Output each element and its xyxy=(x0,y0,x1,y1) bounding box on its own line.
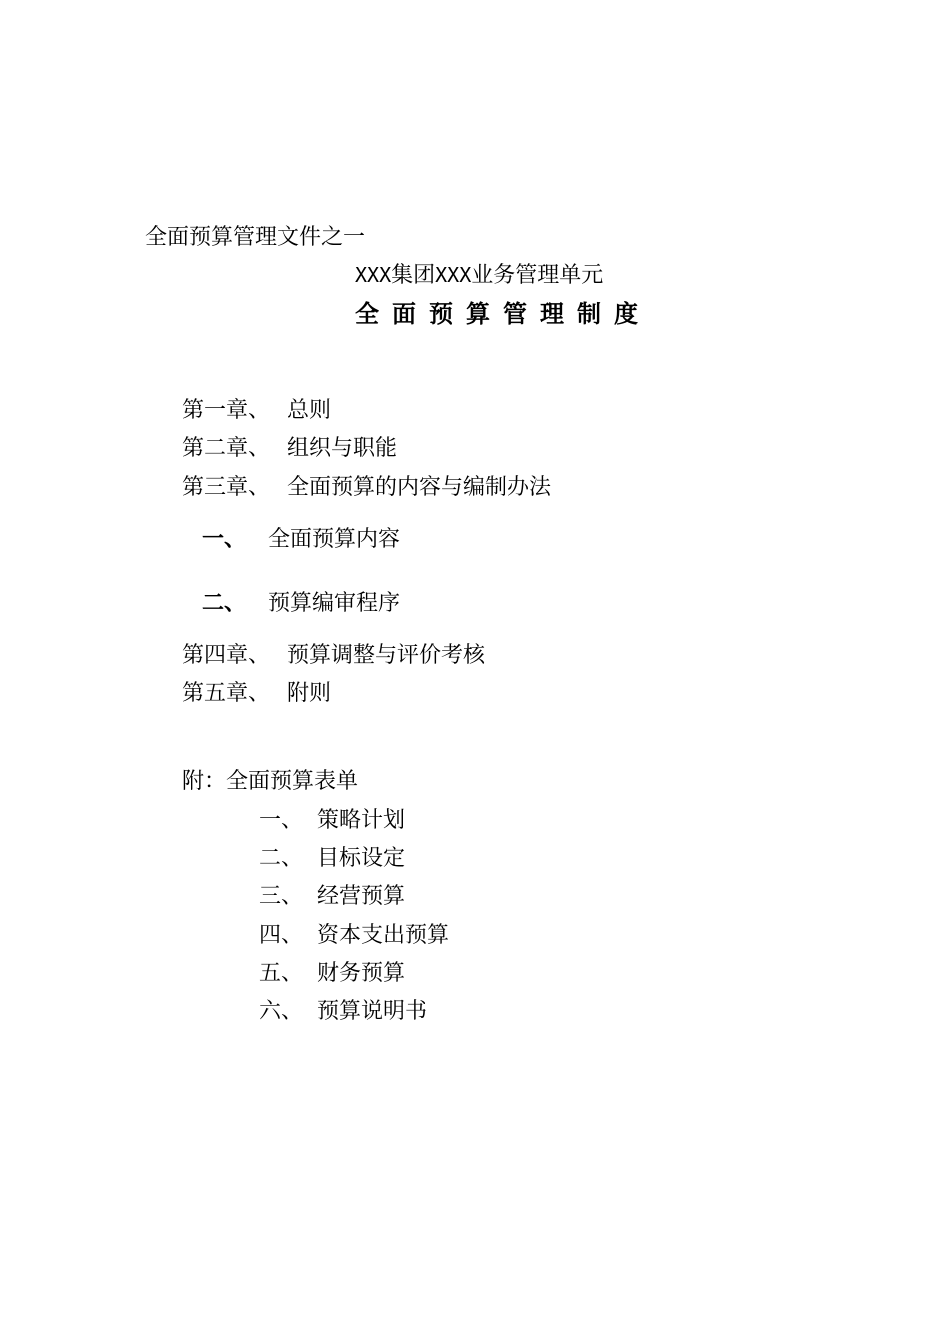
form-6-number: 六、 xyxy=(259,999,304,1024)
form-1-title: 策略计划 xyxy=(317,808,406,833)
document-label: 全面预算管理文件之一 xyxy=(145,225,366,250)
appendix-title: 附：全面预算表单 xyxy=(182,769,359,794)
form-1-number: 一、 xyxy=(259,808,304,833)
section-1-number: 一、 xyxy=(202,527,247,552)
form-6-title: 预算说明书 xyxy=(317,999,428,1024)
form-5-title: 财务预算 xyxy=(317,961,406,986)
org-unit-code: XXX xyxy=(435,263,472,287)
chapter-1-title: 总则 xyxy=(287,398,332,423)
chapter-3-title: 全面预算的内容与编制办法 xyxy=(287,475,552,500)
organization-title xyxy=(355,265,603,287)
form-5-number: 五、 xyxy=(259,961,304,986)
form-3-title: 经营预算 xyxy=(317,884,406,909)
chapter-4-number: 第四章、 xyxy=(182,643,271,668)
chapter-5-title: 附则 xyxy=(287,681,332,706)
form-2-number: 二、 xyxy=(259,846,304,871)
chapter-5-number: 第五章、 xyxy=(182,681,271,706)
chapter-2-number: 第二章、 xyxy=(182,436,271,461)
chapter-1-number: 第一章、 xyxy=(182,398,271,423)
form-4-title: 资本支出预算 xyxy=(317,923,450,948)
org-prefix: XXX xyxy=(355,263,392,287)
chapter-4-title: 预算调整与评价考核 xyxy=(287,643,486,668)
section-2-number: 二、 xyxy=(202,591,247,616)
form-4-number: 四、 xyxy=(259,923,304,948)
section-2-title: 预算编审程序 xyxy=(268,591,401,616)
form-2-title: 目标设定 xyxy=(317,846,406,871)
org-group: 集团 xyxy=(391,263,436,288)
page-title: 全面预算管理制度 xyxy=(355,300,651,328)
chapter-3-number: 第三章、 xyxy=(182,475,271,500)
section-1-title: 全面预算内容 xyxy=(268,527,401,552)
form-3-number: 三、 xyxy=(259,884,304,909)
chapter-2-title: 组织与职能 xyxy=(287,436,398,461)
org-unit: 业务管理单元 xyxy=(471,263,604,288)
